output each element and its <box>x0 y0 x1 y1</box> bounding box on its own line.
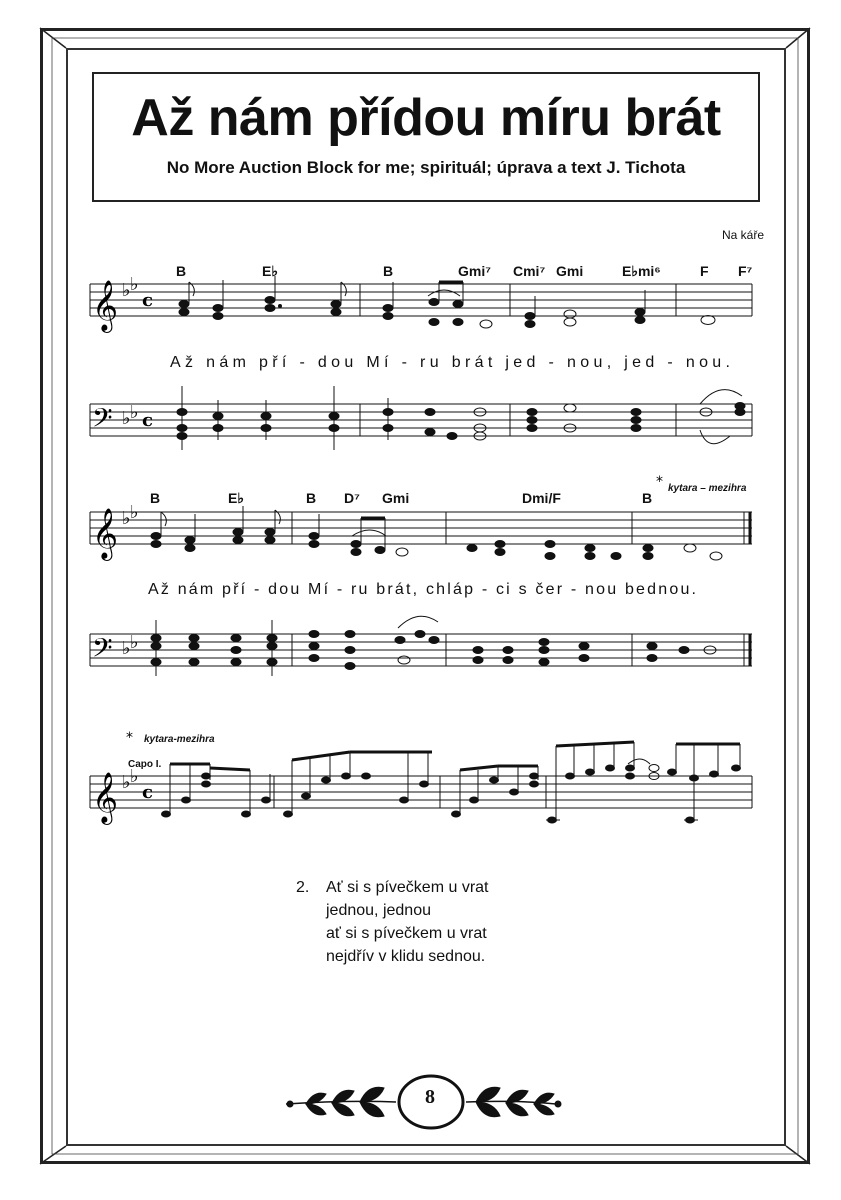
treble-clef-icon: 𝄞 <box>92 508 119 559</box>
verse-number: 2. <box>296 879 310 896</box>
verse-line: nejdřív v klidu sednou. <box>326 948 486 965</box>
system1-lyrics: Až nám pří - dou Mí - ru brát jed - nou, jed - nou. <box>170 354 730 371</box>
bass-clef-icon: 𝄢 <box>92 402 113 440</box>
flat-icon: ♭ <box>130 632 139 653</box>
common-time-icon: c <box>142 782 153 803</box>
system2-notes <box>151 506 722 560</box>
asterisk-icon: * <box>126 730 133 746</box>
flat-icon: ♭ <box>122 508 131 529</box>
flat-icon: ♭ <box>130 402 139 423</box>
svg-text:B: B <box>306 490 317 506</box>
svg-text:F⁷: F⁷ <box>738 263 753 279</box>
song-title: Až nám přídou míru brát <box>131 89 721 147</box>
flat-icon: ♭ <box>130 766 139 787</box>
svg-text:F: F <box>700 263 709 279</box>
treble-clef-icon: 𝄞 <box>92 772 119 823</box>
svg-text:E♭: E♭ <box>262 263 278 279</box>
flat-icon: ♭ <box>122 772 131 793</box>
svg-text:D⁷: D⁷ <box>344 490 360 506</box>
system2-chords <box>150 490 652 506</box>
system1-chords <box>176 263 753 279</box>
system1-bass-staff <box>90 404 752 436</box>
system1-bass-notes <box>177 386 745 450</box>
svg-text:E♭: E♭ <box>228 490 244 506</box>
song-subtitle: No More Auction Block for me; spirituál; úprava a text J. Tichota <box>166 158 686 177</box>
verse-lines <box>326 876 489 968</box>
flat-icon: ♭ <box>130 274 139 295</box>
capo-label: Capo I. <box>128 759 162 770</box>
flat-icon: ♭ <box>130 502 139 523</box>
svg-text:B: B <box>642 490 653 506</box>
guitar-interlude-label: kytara-mezihra <box>144 734 215 745</box>
svg-text:Gmi: Gmi <box>556 263 584 279</box>
flat-icon: ♭ <box>122 280 131 301</box>
system3-treble-staff <box>90 776 752 808</box>
svg-text:E♭mi⁶: E♭mi⁶ <box>622 263 661 279</box>
treble-clef-icon: 𝄞 <box>92 280 119 331</box>
common-time-icon: c <box>142 290 153 311</box>
verse-line: jednou, jednou <box>326 902 431 919</box>
system3-notes <box>162 742 741 823</box>
asterisk-icon: * <box>656 474 663 490</box>
common-time-icon: c <box>142 410 153 431</box>
page-number: 8 <box>425 1086 435 1108</box>
system2-lyrics: Až nám pří - dou Mí - ru brát, chláp - ci s čer - nou bednou. <box>148 581 697 598</box>
guitar-interlude-note: kytara – mezihra <box>668 483 747 494</box>
tempo-marking: Na káře <box>722 228 765 242</box>
svg-text:Cmi⁷: Cmi⁷ <box>513 263 546 279</box>
bass-clef-icon: 𝄢 <box>92 632 113 670</box>
svg-text:B: B <box>383 263 394 279</box>
svg-text:Dmi/F: Dmi/F <box>522 490 561 506</box>
svg-text:Gmi⁷: Gmi⁷ <box>458 263 492 279</box>
flat-icon: ♭ <box>122 638 131 659</box>
svg-text:B: B <box>150 490 161 506</box>
svg-text:Gmi: Gmi <box>382 490 410 506</box>
system2-bass-notes <box>151 616 716 676</box>
verse-line: Ať si s pívečkem u vrat <box>326 879 489 896</box>
flat-icon: ♭ <box>122 408 131 429</box>
svg-text:B: B <box>176 263 187 279</box>
verse-line: ať si s pívečkem u vrat <box>326 925 487 942</box>
